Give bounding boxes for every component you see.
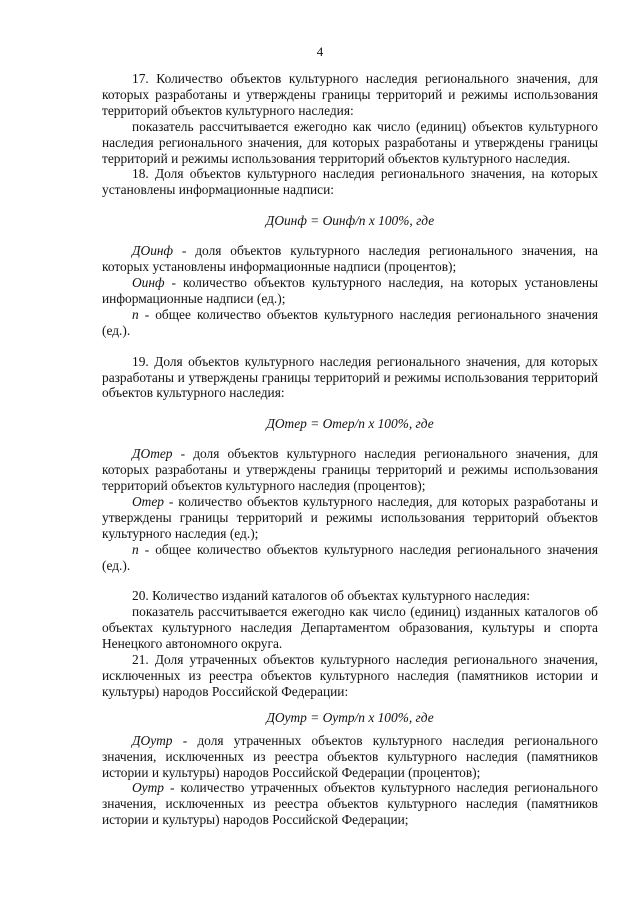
document-body xyxy=(102,71,598,828)
item-18-heading: 18. Доля объектов культурного наследия регионального значения, на которых установлены информационные надписи: xyxy=(102,166,598,198)
definition-text: - количество объектов культурного наследия, для которых разработаны и утверждены границы территорий и режимы использования территорий объектов культурного наследия (ед.); xyxy=(102,493,598,541)
definition-text: - доля объектов культурного наследия регионального значения, на которых установлены информационные надписи (процентов); xyxy=(102,243,598,275)
symbol: ДОинф xyxy=(132,243,174,259)
symbol: Отер xyxy=(132,493,164,509)
definition-19-2 xyxy=(102,494,598,542)
symbol: Оинф xyxy=(132,274,165,290)
definition-text: - доля утраченных объектов культурного наследия регионального значения, исключенных из реестра объектов культурного наследия (памятников истории и культуры) народов Российской Федерации (процентов); xyxy=(102,732,598,780)
definition-21-2 xyxy=(102,780,598,828)
definition-text: - количество утраченных объектов культурного наследия регионального значения, исключенных из реестра объектов культурного наследия (памятников истории и культуры) народов Российской Федерации; xyxy=(102,780,598,828)
definition-text: - общее количество объектов культурного наследия регионального значения (ед.). xyxy=(102,541,598,573)
spacer xyxy=(102,339,598,354)
definition-text: - количество объектов культурного наследия, на которых установлены информационные надписи (ед.); xyxy=(102,274,598,306)
page-number: 4 xyxy=(316,44,324,59)
definition-18-1 xyxy=(102,243,598,275)
symbol: ДОутр xyxy=(132,732,173,748)
spacer xyxy=(102,573,598,588)
symbol: n xyxy=(132,306,139,322)
formula-18: ДОинф = Оинф/n x 100%, где xyxy=(265,213,435,229)
definition-19-3 xyxy=(102,542,598,574)
formula-21: ДОутр = Оутр/n x 100%, где xyxy=(266,709,434,725)
definition-text: - доля объектов культурного наследия регионального значения, для которых разработаны и утверждены границы территорий и режимы использования территорий объектов культурного наследия (процентов); xyxy=(102,446,598,494)
item-19-heading: 19. Доля объектов культурного наследия регионального значения, для которых разработаны и утверждены границы территорий и режимы использования территорий объектов культурного наследия: xyxy=(102,353,598,401)
item-17-description: показатель рассчитывается ежегодно как число (единиц) объектов культурного наследия регионального значения, для которых разработаны и утверждены границы территорий и режимы использования территорий объектов культурного наследия. xyxy=(102,118,598,166)
formula-19: ДОтер = Отер/n x 100%, где xyxy=(266,416,434,432)
definition-18-3 xyxy=(102,307,598,339)
item-20-description: показатель рассчитывается ежегодно как число (единиц) изданных каталогов об объектах культурного наследия Департаментом образования, культуры и спорта Ненецкого автономного округа. xyxy=(102,604,598,652)
definition-21-1 xyxy=(102,733,598,781)
definition-19-1 xyxy=(102,446,598,494)
item-21-heading: 21. Доля утраченных объектов культурного наследия регионального значения, исключенных из реестра объектов культурного наследия (памятников истории и культуры) народов Российской Федерации: xyxy=(102,652,598,699)
symbol: ДОтер xyxy=(132,446,173,462)
symbol: n xyxy=(132,541,139,557)
item-17-heading: 17. Количество объектов культурного наследия регионального значения, для которых разработаны и утверждены границы территорий и режимы использования территорий объектов культурного наследия: xyxy=(102,71,598,118)
definition-text: - общее количество объектов культурного наследия регионального значения (ед.). xyxy=(102,306,598,338)
definition-18-2 xyxy=(102,275,598,307)
symbol: Оутр xyxy=(132,780,164,796)
item-20-heading: 20. Количество изданий каталогов об объектах культурного наследия: xyxy=(132,588,530,604)
